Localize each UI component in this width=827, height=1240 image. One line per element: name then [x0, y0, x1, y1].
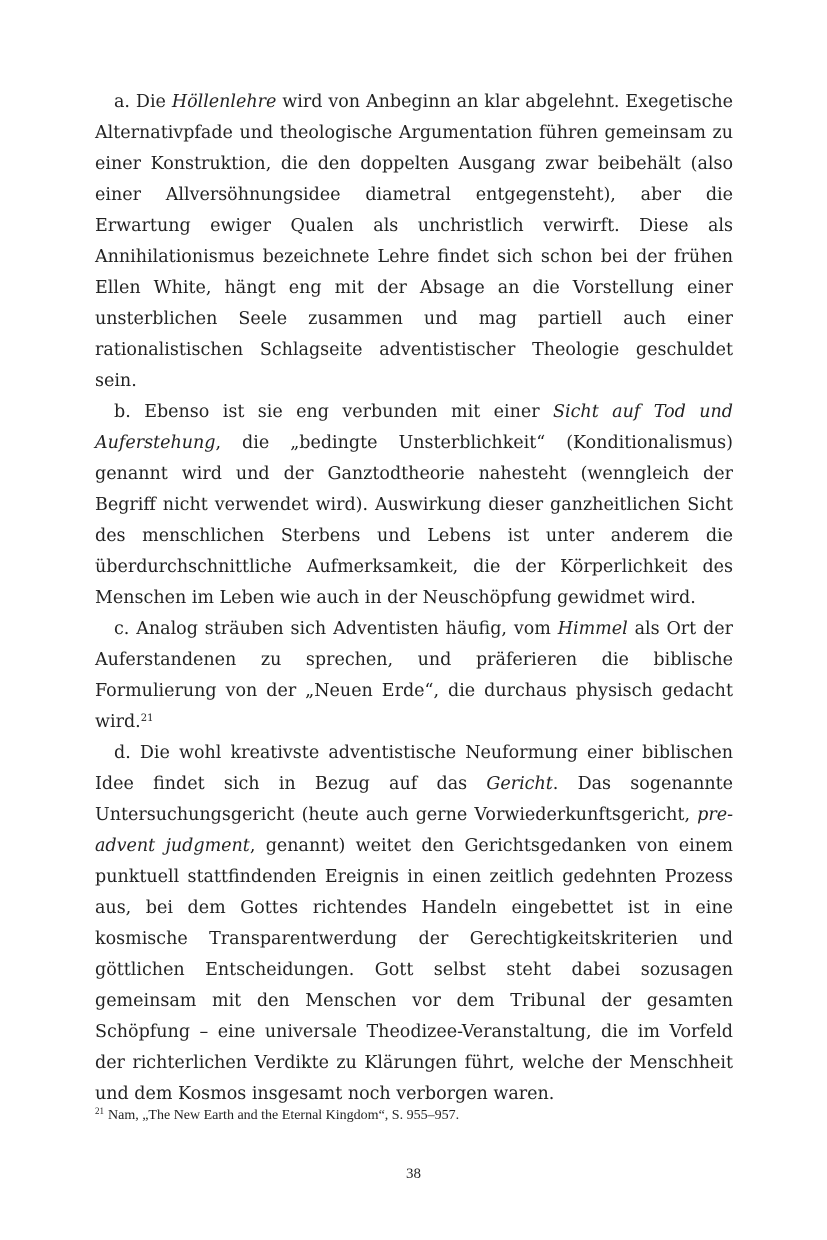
emphasized-term: Höllenlehre: [171, 92, 277, 112]
text-run: Die wohl kreativste adventistische Neuformung einer biblischen Idee findet sich in Bezug auf das: [95, 743, 733, 794]
paragraph: [95, 87, 733, 397]
paragraph: [95, 738, 733, 1110]
text-run: wird von Anbeginn an klar abgelehnt. Exegetische Alternativpfade und theologische Argumentation führen gemeinsam zu einer Konstruktion, die den doppelten Ausgang zwar beibehält (also einer Allversöhnungsidee diametral entgegensteht), aber die Erwartung ewiger Qualen als unchristlich verwirft. Diese als Annihilationismus bezeichnete Lehre findet sich schon bei der frühen Ellen White, hängt eng mit der Absage an die Vorstellung einer unsterblichen Seele zusammen und mag partiell auch einer rationalistischen Schlagseite adventistischer Theologie geschuldet sein.: [95, 92, 733, 391]
text-run: , die „bedingte Unsterblichkeit“ (Konditionalismus) genannt wird und der Ganztodtheorie nahesteht (wenngleich der Begriff nicht verwendet wird). Auswirkung dieser ganzheitlichen Sicht des menschlichen Sterbens und Lebens ist unter anderem die überdurchschnittliche Aufmerksamkeit, die der Körperlichkeit des Menschen im Leben wie auch in der Neuschöpfung gewidmet wird.: [95, 433, 733, 608]
paragraph-marker: a.: [114, 92, 130, 112]
emphasized-term: pre-advent judgment: [95, 805, 733, 856]
footnote: [95, 1106, 733, 1126]
footnote-number: 21: [95, 1106, 104, 1116]
footnote-reference: 21: [140, 713, 154, 724]
footnote-text: Nam, „The New Earth and the Eternal Kingdom“, S. 955–957.: [108, 1108, 460, 1123]
body-text: [95, 87, 733, 1110]
paragraph-marker: d.: [114, 743, 131, 763]
text-run: Ebenso ist sie eng verbunden mit einer: [130, 402, 554, 422]
paragraph-marker: c.: [114, 619, 130, 639]
emphasized-term: Himmel: [557, 619, 628, 639]
text-run: , genannt) weitet den Gerichtsgedanken von einem punktuell stattfindenden Ereignis in einen zeitlich gedehnten Prozess aus, bei dem Gottes richtendes Handeln eingebettet ist in eine kosmische Transparentwerdung der Gerechtigkeitskriterien und göttlichen Entscheidungen. Gott selbst steht dabei sozusagen gemeinsam mit den Menschen vor dem Tribunal der gesamten Schöpfung – eine universale Theodizee-Veranstaltung, die im Vorfeld der richterlichen Verdikte zu Klärungen führt, welche der Menschheit und dem Kosmos insgesamt noch verborgen waren.: [95, 836, 733, 1104]
paragraph-marker: b.: [114, 402, 131, 422]
emphasized-term: Gericht: [486, 774, 553, 794]
text-run: Die: [130, 92, 172, 112]
paragraph: [95, 397, 733, 614]
text-run: Analog sträuben sich Adventisten häufig, vom: [129, 619, 558, 639]
text-run: . Das sogenannte Untersuchungsgericht (heute auch gerne Vorwiederkunftsgericht,: [95, 774, 734, 825]
page-number: 38: [406, 1166, 421, 1182]
emphasized-term: Sicht auf Tod und Auferstehung: [95, 402, 733, 453]
paragraph: [95, 614, 733, 738]
text-run: als Ort der Auferstandenen zu sprechen, und präferieren die biblische Formulierung von der „Neuen Erde“, die durchaus physisch gedacht wird.: [95, 619, 733, 732]
